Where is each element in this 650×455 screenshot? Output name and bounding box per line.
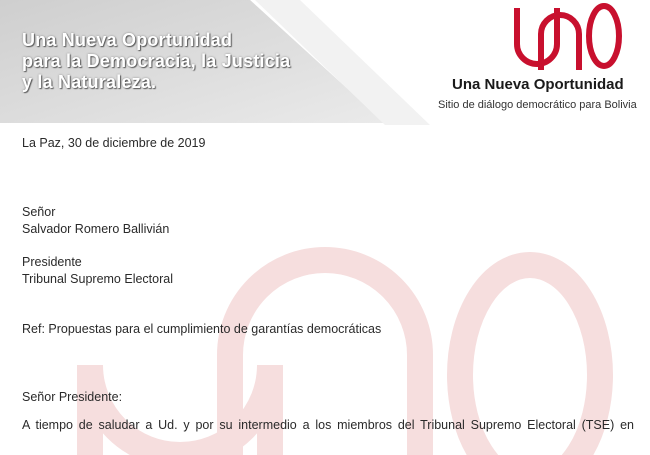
salutation-title: Señor [22,205,56,219]
brand-tagline: Sitio de diálogo democrático para Bolivia [438,99,637,111]
slogan-line-1: Una Nueva Oportunidad [22,30,233,50]
recipient-position: Presidente [22,255,82,269]
slogan [22,30,352,93]
slogan-line-3: y la Naturaleza. [22,72,157,92]
uno-logo-icon [505,0,625,72]
recipient-institution: Tribunal Supremo Electoral [22,272,173,286]
body-first-line: A tiempo de saludar a Ud. y por su intermedio a los miembros del Tribunal Supremo Electoral (TSE) en [22,418,634,432]
place-date: La Paz, 30 de diciembre de 2019 [22,136,206,150]
brand-name: Una Nueva Oportunidad [452,76,624,93]
reference-line: Ref: Propuestas para el cumplimiento de garantías democráticas [22,322,382,336]
recipient-name: Salvador Romero Ballivián [22,222,170,236]
greeting: Señor Presidente: [22,390,123,404]
slogan-line-2: para la Democracia, la Justicia [22,51,291,71]
